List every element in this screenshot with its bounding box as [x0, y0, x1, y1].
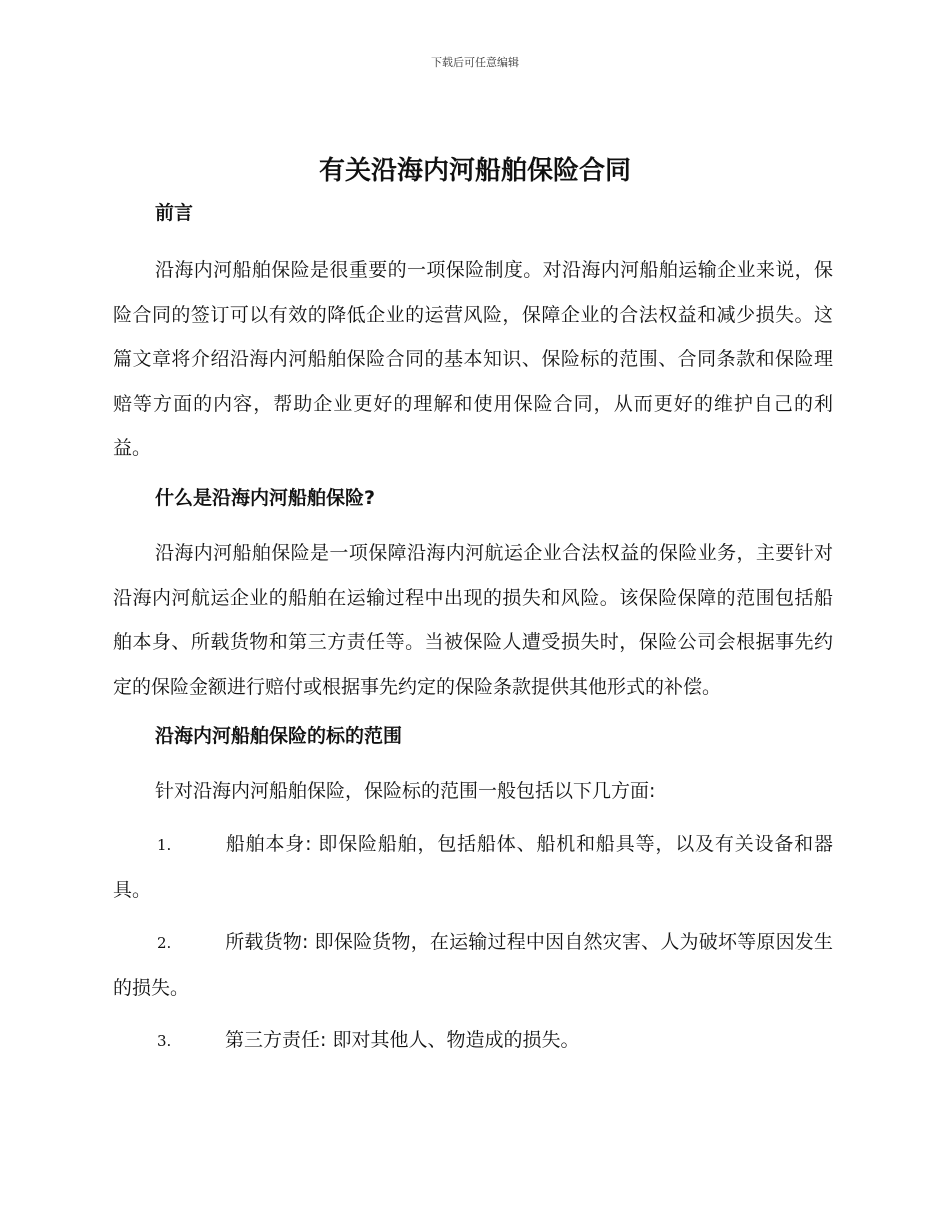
list-number: 2. — [157, 934, 172, 953]
list-item — [113, 1018, 833, 1064]
list-number: 3. — [157, 1032, 172, 1051]
header-note: 下载后可任意编辑 — [431, 56, 519, 69]
paragraph: 沿海内河船舶保险是很重要的一项保险制度。对沿海内河船舶运输企业来说，保险合同的签订可以有效的降低企业的运营风险，保障企业的合法权益和减少损失。这篇文章将介绍沿海内河船舶保险合同的基本知识、保险标的范围、合同条款和保险理赔等方面的内容，帮助企业更好的理解和使用保险合同，从而更好的维护自己的利益。 — [113, 259, 833, 460]
document-body — [113, 198, 833, 1064]
list-item — [113, 920, 833, 1010]
paragraph: 针对沿海内河船舶保险，保险标的范围一般包括以下几方面: — [155, 780, 656, 803]
list-number: 1. — [157, 835, 172, 854]
list-item — [113, 822, 833, 912]
list-item-text: 所载货物: 即保险货物，在运输过程中因自然灾害、人为破坏等原因发生的损失。 — [113, 931, 833, 999]
document-title: 有关沿海内河船舶保险合同 — [318, 156, 631, 186]
section-heading-what-is: 什么是沿海内河船舶保险? — [155, 486, 376, 509]
list-item-text: 船舶本身: 即保险船舶，包括船体、船机和船具等，以及有关设备和器具。 — [113, 832, 833, 901]
section-heading-scope: 沿海内河船舶保险的标的范围 — [155, 725, 403, 748]
paragraph: 沿海内河船舶保险是一项保障沿海内河航运企业合法权益的保险业务，主要针对沿海内河航运企业的船舶在运输过程中出现的损失和风险。该保险保障的范围包括船舶本身、所载货物和第三方责任等。当被保险人遭受损失时，保险公司会根据事先约定的保险金额进行赔付或根据事先约定的保险条款提供其他形式的补偿。 — [113, 541, 833, 698]
section-heading-preface: 前言 — [155, 202, 194, 224]
list-item-text: 第三方责任: 即对其他人、物造成的损失。 — [225, 1029, 580, 1052]
